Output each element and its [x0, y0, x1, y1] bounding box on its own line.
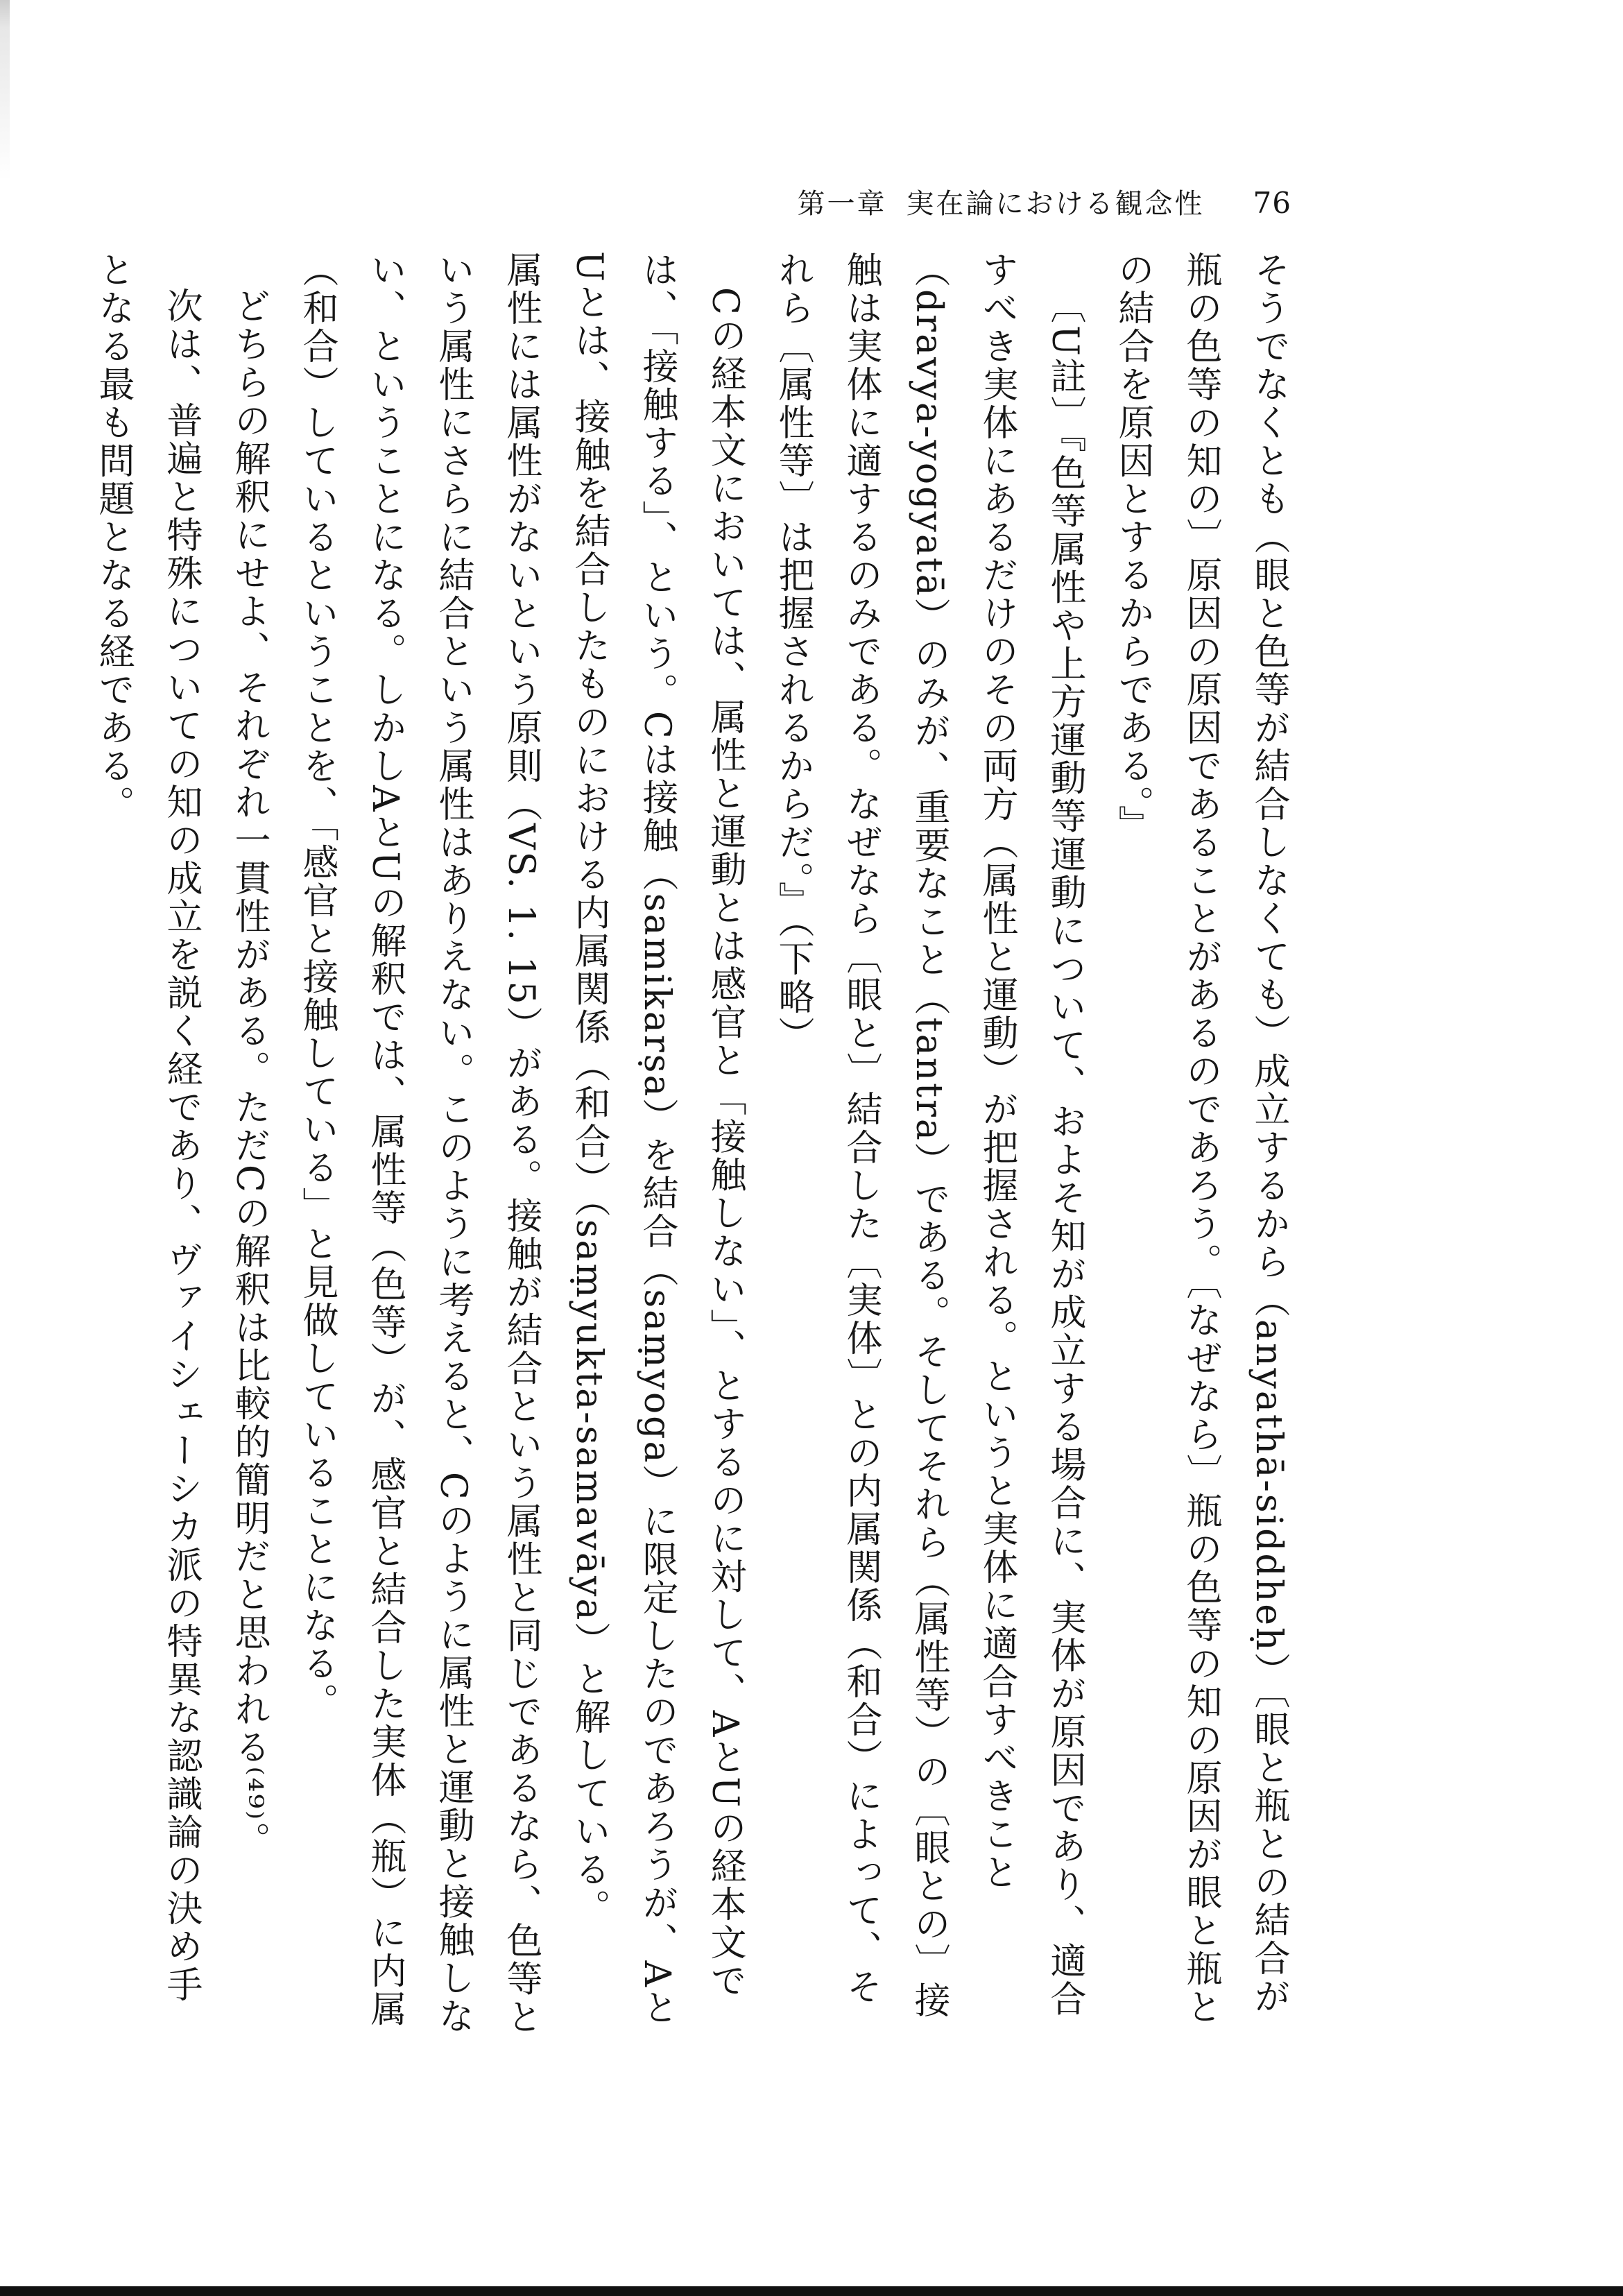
paragraph: 〔U註〕『色等属性や上方運動等運動について、およそ知が成立する場合に、実体が原因であり、適合すべき実体にあるだけのその両方（属性と運動）が把握される。というと実体に適合すべきこと（dravya-yogyatā）のみが、重要なこと（tantra）である。そしてそれら（属性等）の〔眼との〕接触は実体に適するのみである。なぜなら〔眼と〕結合した〔実体〕との内属関係（和合）によって、それら〔属性等〕は把握されるからだ。』（下略）	[772, 251, 1085, 2020]
paragraph: そうでなくとも（眼と色等が結合しなくても）成立するから（anyathā-siddheḥ）〔眼と瓶との結合が瓶の色等の知の〕原因の原因であることがあるのであろう。〔なぜなら〕瓶の色等の知の原因が眼と瓶との結合を原因とするからである。』	[1112, 251, 1289, 2026]
chapter-label: 第一章	[797, 188, 887, 220]
paragraph: 次は、普遍と特殊についての知の成立を説く経であり、ヴァイシェーシカ派の特異な認識論の決め手となる最も問題となる経である。	[92, 251, 202, 2004]
paragraph: 属性には属性がないという原則（VS. 1. 15）がある。接触が結合という属性と同じであるなら、色等という属性にさらに結合という属性はありえない。このように考えると、Cのように属性と運動と接触しない、ということになる。しかしAとUの解釈では、属性等（色等）が、感官と結合した実体（瓶）に内属（和合）しているということを、「感官と接触している」と見做していることになる。	[296, 251, 542, 2037]
page-number: 76	[1253, 186, 1291, 220]
scan-edge-mark	[0, 0, 10, 180]
paragraph: Cの経本文においては、属性と運動とは感官と「接触しない」、とするのに対して、AとUの経本文では、「接触する」、という。Cは接触（samikarṣa）を結合（saṃyoga）に限定したのであろうが、AとUとは、接触を結合したものにおける内属関係（和合）（saṃyukta-samavāya）と解している。	[568, 251, 746, 2027]
vertical-body-text	[79, 251, 1303, 2041]
chapter-title: 実在論における観念性	[906, 188, 1205, 220]
running-head	[798, 182, 1291, 221]
paragraph: どちらの解釈にせよ、それぞれ一貫性がある。ただCの解釈は比較的簡明だと思われる⁽⁴⁹⁾。	[228, 287, 270, 1860]
scan-bottom-border	[0, 2286, 1623, 2296]
